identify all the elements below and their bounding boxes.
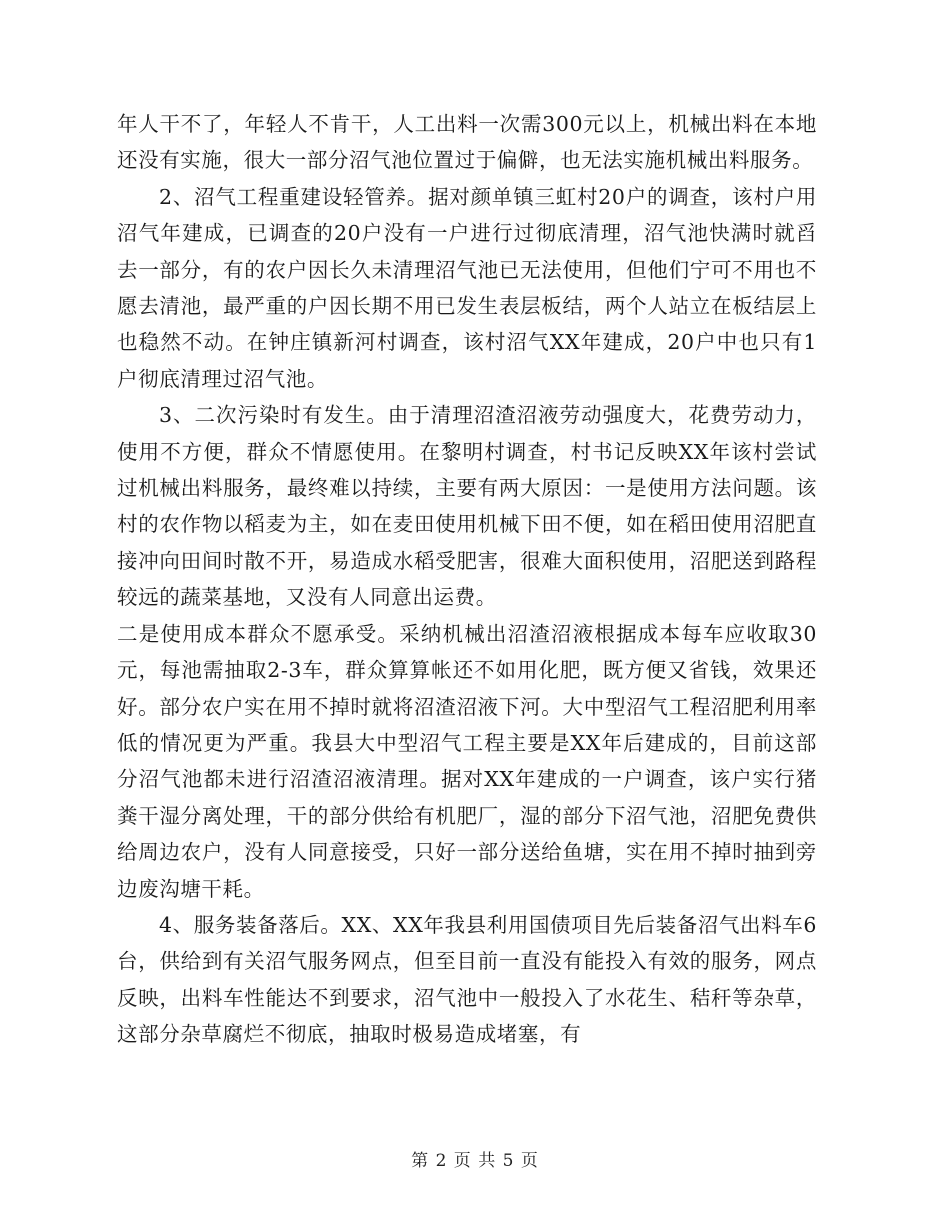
page-number-footer: 第 2 页 共 5 页 bbox=[411, 1151, 539, 1171]
paragraph-continuation: 年人干不了，年轻人不肯干，人工出料一次需300元以上，机械出料在本地还没有实施，很大一部分沼气池位置过于偏僻，也无法实施机械出料服务。 bbox=[117, 112, 817, 173]
paragraph-item-4: 4、服务装备落后。XX、XX年我县利用国债项目先后装备沼气出料车6台，供给到有关沼气服务网点，但至目前一直没有能投入有效的服务，网点反映，出料车性能达不到要求，沼气池中一般投入了水花生、秸秆等杂草，这部分杂草腐烂不彻底，抽取时极易造成堵塞，有 bbox=[117, 912, 817, 1047]
document-body bbox=[117, 106, 817, 1053]
paragraph-item-3-continued: 二是使用成本群众不愿承受。采纳机械出沼渣沼液根据成本每车应收取30元，每池需抽取2-3车，群众算算帐还不如用化肥，既方便又省钱，效果还好。部分农户实在用不掉时就将沼渣沼液下河。大中型沼气工程沼肥利用率低的情况更为严重。我县大中型沼气工程主要是XX年后建成的，目前这部分沼气池都未进行沼渣沼液清理。据对XX年建成的一户调查，该户实行猪粪干湿分离处理，干的部分供给有机肥厂，湿的部分下沼气池，沼肥免费供给周边农户，没有人同意接受，只好一部分送给鱼塘，实在用不掉时抽到旁边废沟塘干耗。 bbox=[117, 621, 817, 901]
paragraph-item-3: 3、二次污染时有发生。由于清理沼渣沼液劳动强度大，花费劳动力，使用不方便，群众不情愿使用。在黎明村调查，村书记反映XX年该村尝试过机械出料服务，最终难以持续，主要有两大原因：一是使用方法问题。该村的农作物以稻麦为主，如在麦田使用机械下田不便，如在稻田使用沼肥直接冲向田间时散不开，易造成水稻受肥害，很难大面积使用，沼肥送到路程较远的蔬菜基地，又没有人同意出运费。 bbox=[117, 403, 817, 610]
paragraph-item-2: 2、沼气工程重建设轻管养。据对颜单镇三虹村20户的调查，该村户用沼气年建成，已调查的20户没有一户进行过彻底清理，沼气池快满时就舀去一部分，有的农户因长久未清理沼气池已无法使用，但他们宁可不用也不愿去清池，最严重的户因长期不用已发生表层板结，两个人站立在板结层上也稳然不动。在钟庄镇新河村调查，该村沼气XX年建成，20户中也只有1户彻底清理过沼气池。 bbox=[117, 184, 817, 391]
